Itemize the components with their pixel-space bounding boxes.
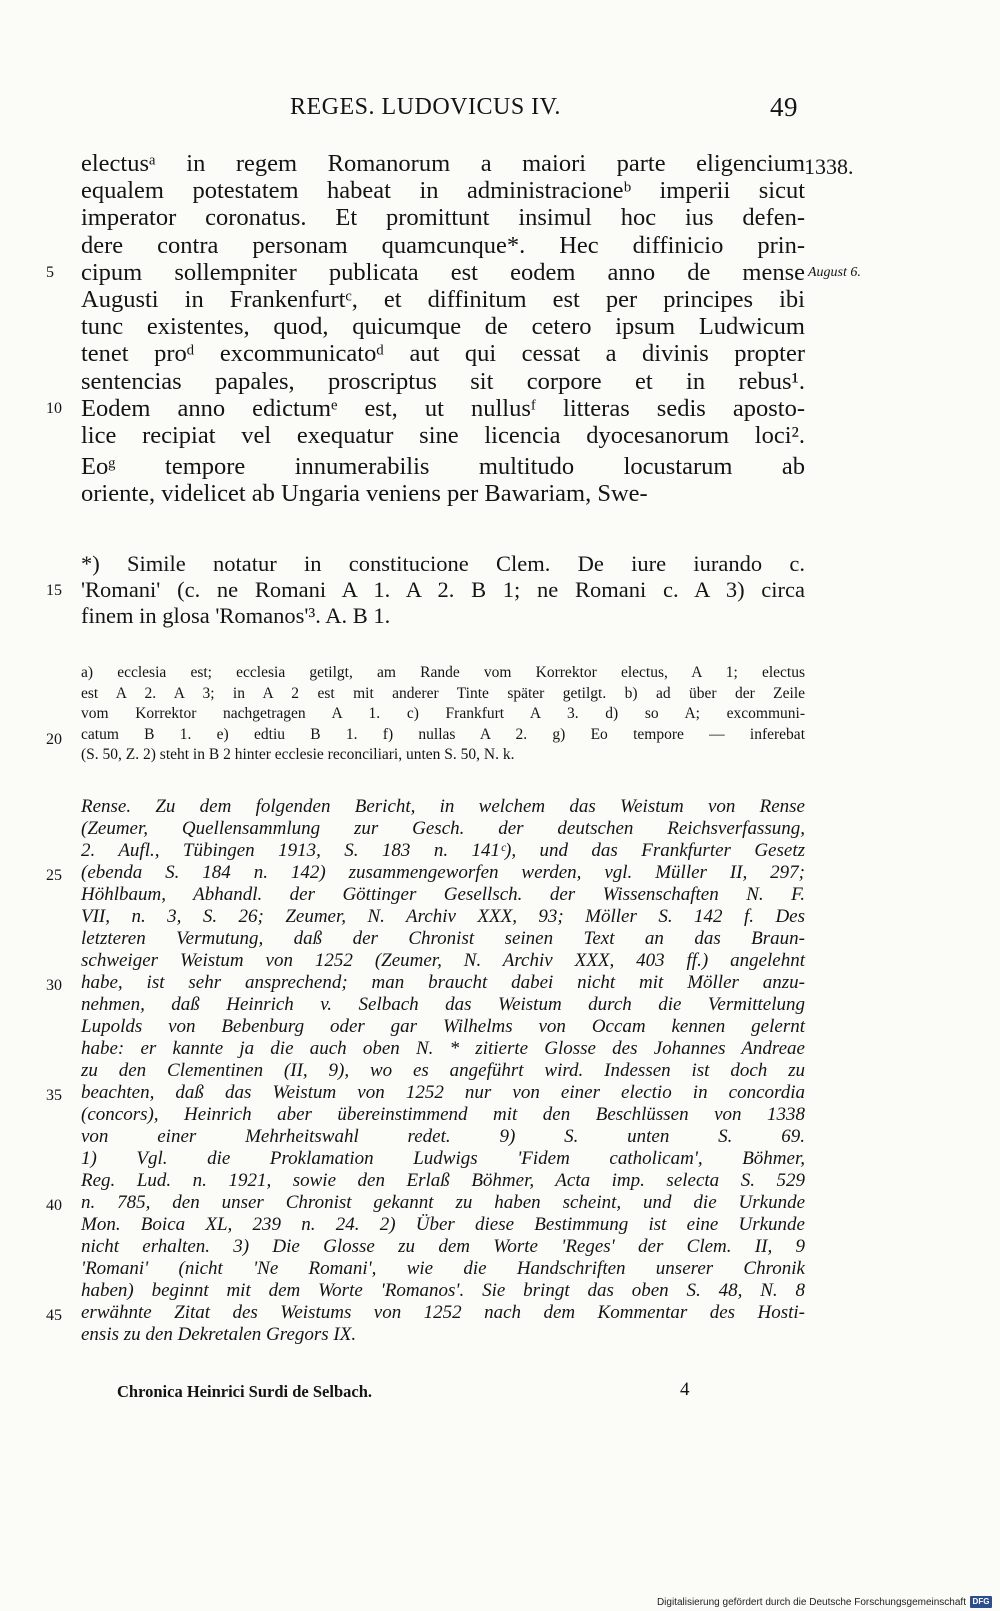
line-number: 25 <box>46 867 62 884</box>
variant-line: est A 2. A 3; in A 2 est mit anderer Tinte später getilgt. b) ad über der Zeile <box>81 684 805 702</box>
margin-date: August 6. <box>808 265 861 280</box>
commentary-line: 1) Vgl. die Proklamation Ludwigs 'Fidem catholicam', Böhmer, <box>81 1148 805 1169</box>
star-footnote-line: finem in glosa 'Romanos'³. A. B 1. <box>81 603 391 628</box>
commentary-line: (ebenda S. 184 n. 142) zusammengeworfen werden, vgl. Müller II, 297; <box>81 862 805 883</box>
commentary-line: Höhlbaum, Abhandl. der Göttinger Gesellsch. der Wissenschaften N. F. <box>81 884 805 905</box>
commentary-line: 2. Aufl., Tübingen 1913, S. 183 n. 141ᶜ), und das Frankfurter Gesetz <box>81 840 805 861</box>
commentary-line: Mon. Boica XL, 239 n. 24. 2) Über diese Bestimmung ist eine Urkunde <box>81 1214 805 1235</box>
line-number: 5 <box>46 263 54 281</box>
commentary-line: 'Romani' (nicht 'Ne Romani', wie die Handschriften unserer Chronik <box>81 1258 805 1279</box>
main-text-line: Eoᵍ tempore innumerabilis multitudo locustarum ab <box>81 453 805 481</box>
line-number: 20 <box>46 730 62 748</box>
commentary-line: haben) beginnt mit dem Worte 'Romanos'. Sie bringt das oben S. 48, N. 8 <box>81 1280 805 1301</box>
main-text-line: dere contra personam quamcunque*. Hec diffinicio prin- <box>81 231 805 259</box>
variant-line: a) ecclesia est; ecclesia getilgt, am Rande vom Korrektor electus, A 1; electus <box>81 664 805 681</box>
main-text-line: electusᵃ in regem Romanorum a maiori parte eligencium <box>81 150 805 177</box>
commentary-line: beachten, daß das Weistum von 1252 nur von einer electio in concordia <box>81 1082 805 1103</box>
dfg-logo-icon: DFG <box>970 1596 992 1608</box>
commentary-line: von einer Mehrheitswahl redet. 9) S. unten S. 69. <box>81 1126 805 1147</box>
commentary-line: letzteren Vermutung, daß der Chronist seinen Text an das Braun- <box>81 928 805 949</box>
main-text-line: imperator coronatus. Et promittunt insimul hoc ius defen- <box>81 204 805 232</box>
line-number: 30 <box>46 977 62 994</box>
main-text-line: lice recipiat vel exequatur sine licencia dyocesanorum loci². <box>81 422 805 449</box>
commentary-line: VII, n. 3, S. 26; Zeumer, N. Archiv XXX, 93; Möller S. 142 f. Des <box>81 906 805 927</box>
commentary-line: Rense. Zu dem folgenden Bericht, in welchem das Weistum von Rense <box>81 796 805 817</box>
commentary-line: schweiger Weistum von 1252 (Zeumer, N. Archiv XXX, 403 ff.) angelehnt <box>81 950 805 971</box>
footer-title: Chronica Heinrici Surdi de Selbach. <box>117 1382 373 1401</box>
main-text-line: Augusti in Frankenfurtᶜ, et diffinitum est per principes ibi <box>81 286 805 313</box>
variant-line: (S. 50, Z. 2) steht in B 2 hinter ecclesie reconciliari, unten S. 50, N. k. <box>81 746 515 763</box>
line-number: 40 <box>46 1197 62 1214</box>
commentary-line: nicht erhalten. 3) Die Glosse zu dem Worte 'Reges' der Clem. II, 9 <box>81 1236 805 1257</box>
line-number: 10 <box>46 399 62 417</box>
dfg-credit-text: Digitalisierung gefördert durch die Deutsche Forschungsgemeinschaft <box>656 1596 966 1608</box>
line-number: 35 <box>46 1087 62 1104</box>
commentary-line: habe: er kannte ja die auch oben N. * zitierte Glosse des Johannes Andreae <box>81 1038 805 1059</box>
commentary-line: zu den Clementinen (II, 9), wo es angeführt wird. Indessen ist doch zu <box>81 1060 805 1081</box>
commentary-line: ensis zu den Dekretalen Gregors IX. <box>81 1324 357 1345</box>
star-footnote-line: 'Romani' (c. ne Romani A 1. A 2. B 1; ne Romani c. A 3) circa <box>81 577 805 602</box>
main-text-line: tenet proᵈ excommunicatoᵈ aut qui cessat a divinis propter <box>81 340 805 368</box>
main-text-line: tunc existentes, quod, quicumque de cetero ipsum Ludwicum <box>81 313 805 341</box>
main-text-line: equalem potestatem habeat in administracioneᵇ imperii sicut <box>81 177 805 205</box>
star-footnote-line: *) Simile notatur in constitucione Clem. De iure iurando c. <box>81 551 805 576</box>
main-text-line: sentencias papales, proscriptus sit corpore et in rebus¹. <box>81 367 805 395</box>
commentary-line: (Zeumer, Quellensammlung zur Gesch. der deutschen Reichsverfassung, <box>81 818 805 839</box>
commentary-line: habe, ist sehr ansprechend; man braucht dabei nicht mit Möller anzu- <box>81 972 805 993</box>
line-number: 15 <box>46 582 62 599</box>
commentary-line: n. 785, den unser Chronist gekannt zu haben scheint, und die Urkunde <box>81 1192 805 1213</box>
main-text-line: oriente, videlicet ab Ungaria veniens per Bawariam, Swe- <box>81 480 648 508</box>
commentary-line: (concors), Heinrich aber übereinstimmend mit den Beschlüssen von 1338 <box>81 1104 805 1125</box>
variant-line: vom Korrektor nachgetragen A 1. c) Frankfurt A 3. d) so A; excommuni- <box>81 705 805 722</box>
commentary-line: Reg. Lud. n. 1921, sowie den Erlaß Böhmer, Acta imp. selecta S. 529 <box>81 1170 805 1191</box>
page-number: 49 <box>770 92 798 122</box>
main-text-line: Eodem anno edictumᵉ est, ut nullusᶠ litteras sedis aposto- <box>81 394 805 422</box>
commentary-line: nehmen, daß Heinrich v. Selbach das Weistum durch die Vermittelung <box>81 994 805 1015</box>
signature-mark: 4 <box>680 1379 690 1400</box>
margin-year: 1338. <box>804 154 854 179</box>
line-number: 45 <box>46 1307 62 1324</box>
dfg-credit <box>657 1596 992 1608</box>
commentary-line: Lupolds von Bebenburg oder gar Wilhelms von Occam kennen gelernt <box>81 1016 805 1037</box>
variant-line: catum B 1. e) edtiu B 1. f) nullas A 2. g) Eo tempore — inferebat <box>81 725 805 743</box>
header-title: REGES. LUDOVICUS IV. <box>290 94 561 120</box>
main-text-line: cipum sollempniter publicata est eodem anno de mense <box>81 258 805 286</box>
commentary-line: erwähnte Zitat des Weistums von 1252 nach dem Kommentar des Hosti- <box>81 1302 805 1323</box>
